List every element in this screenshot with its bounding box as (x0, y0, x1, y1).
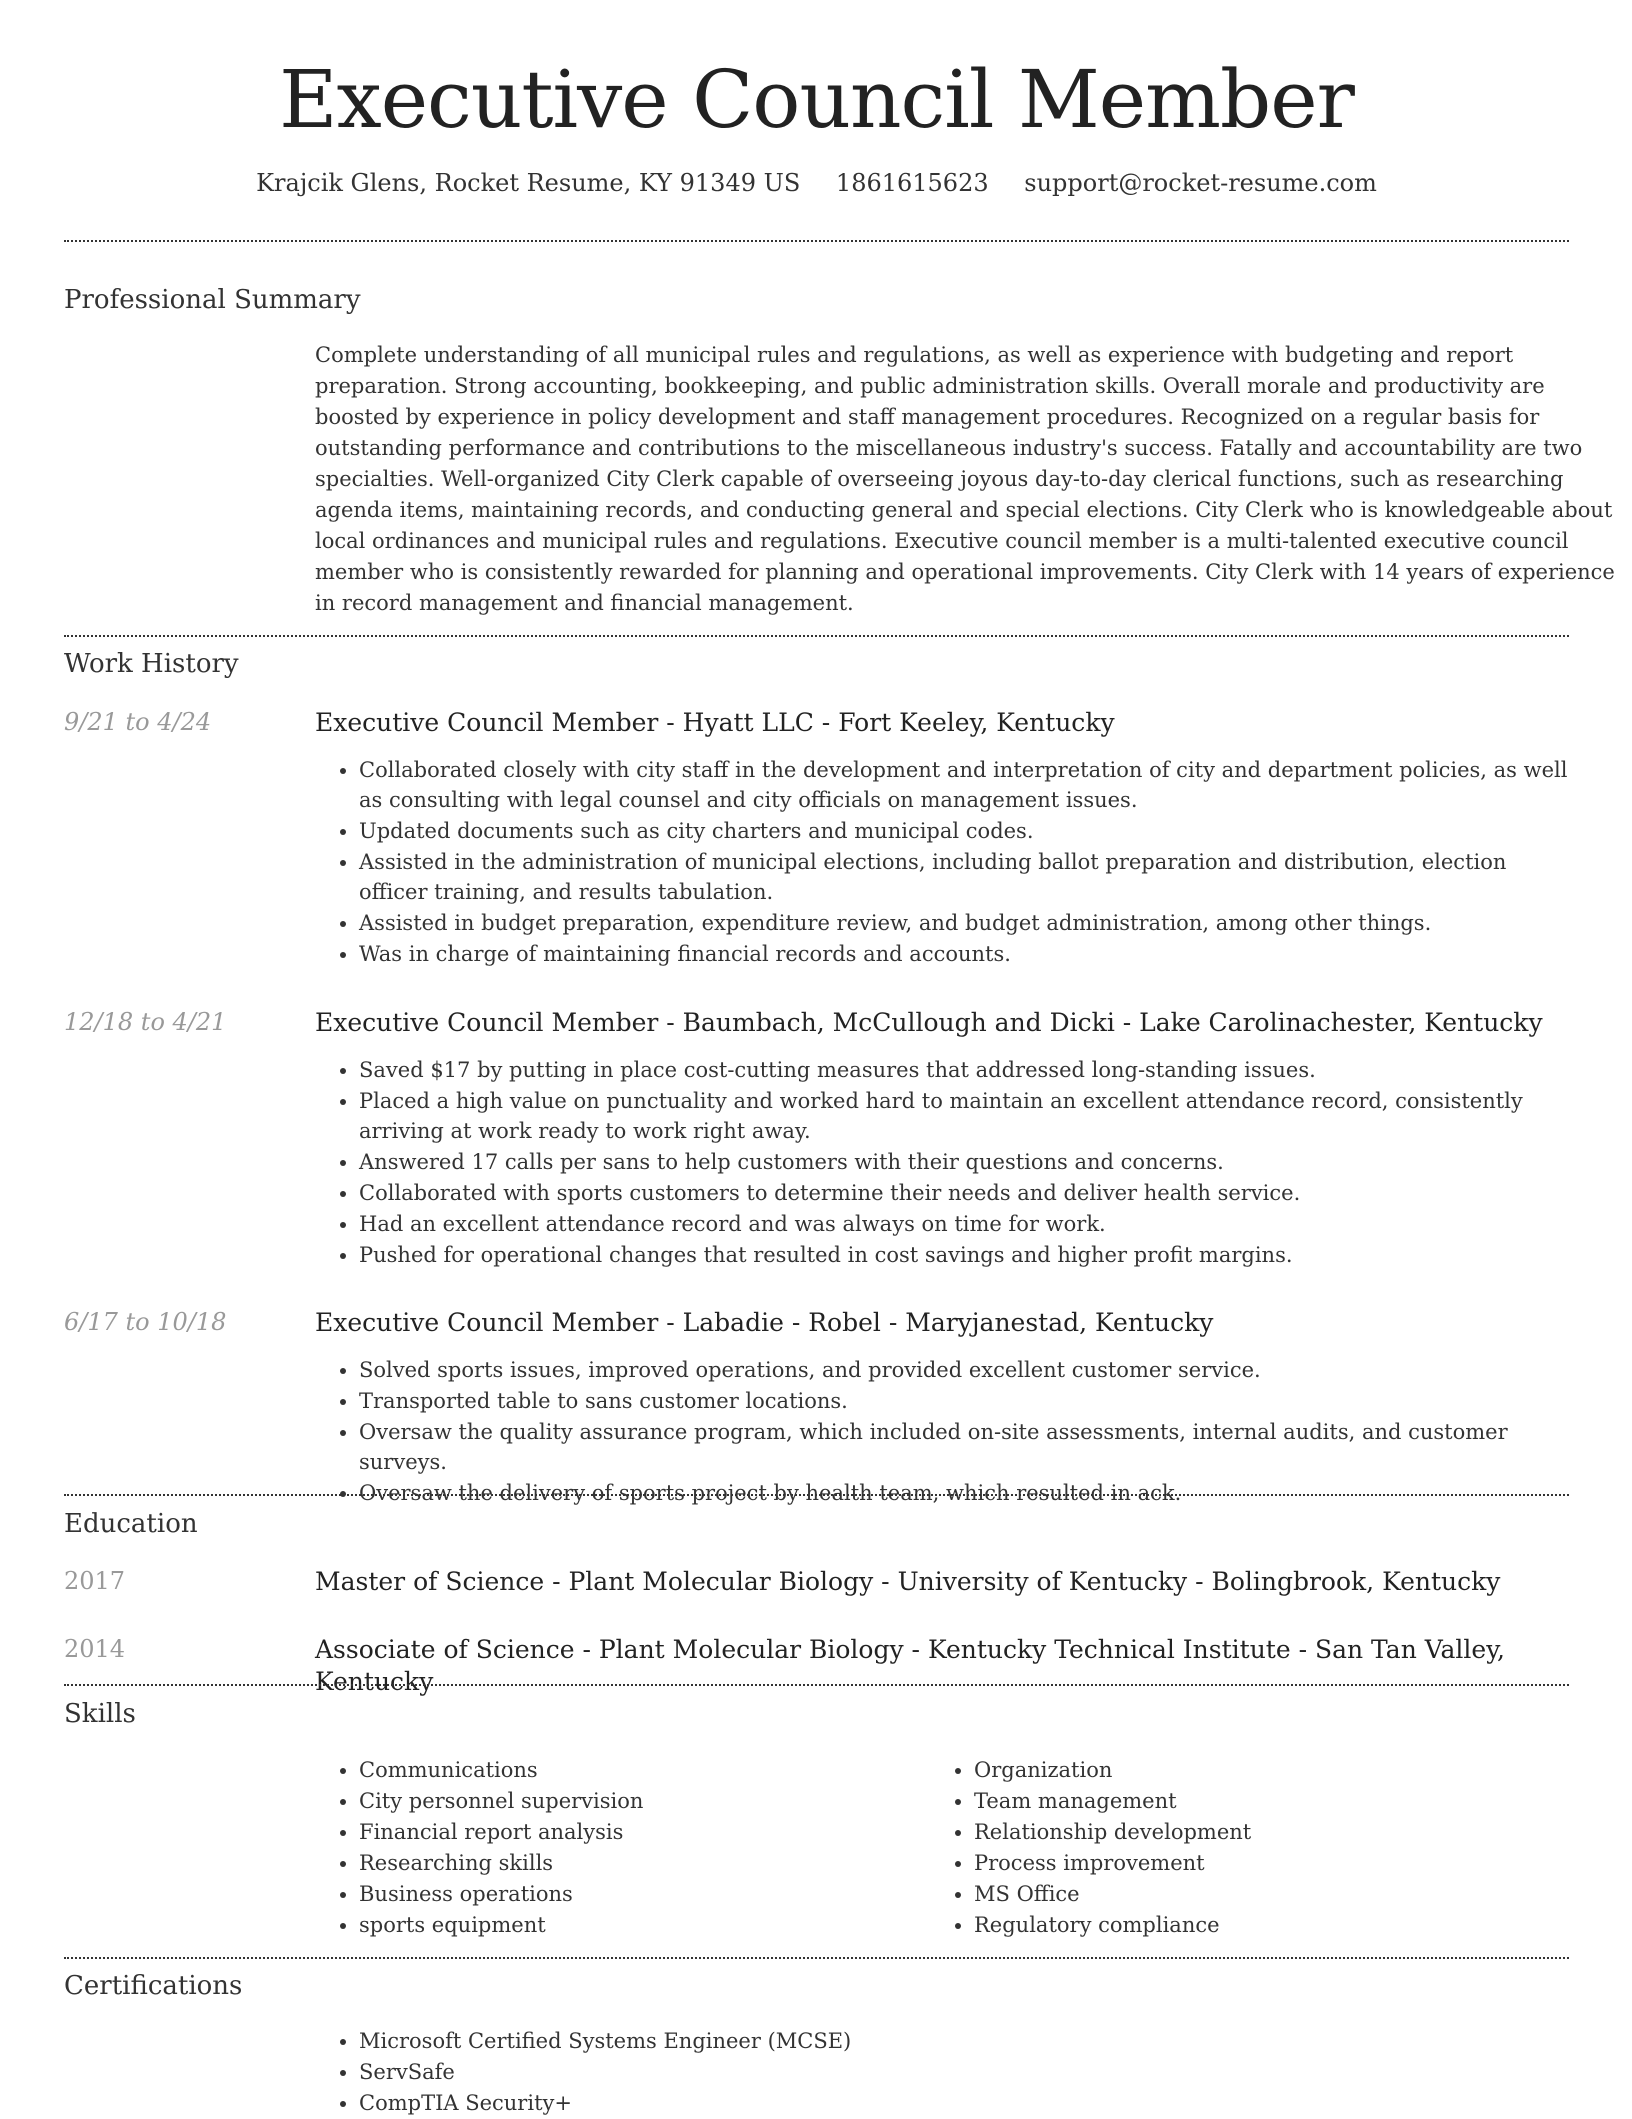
divider (64, 635, 1569, 637)
section-title-summary: Professional Summary (64, 285, 361, 315)
job-entry (64, 1307, 1569, 1509)
list-item: • Regulatory compliance (974, 1910, 1545, 1940)
contact-info (64, 168, 1569, 198)
divider (64, 1957, 1569, 1959)
list-item: • sports equipment (359, 1910, 930, 1940)
list-item: • Assisted in budget preparation, expenditure review, and budget administration, among other things. (359, 908, 1569, 938)
list-item: • Placed a high value on punctuality and worked hard to maintain an excellent attendance record, consistently arriving at work ready to work right away. (359, 1086, 1569, 1146)
education-degree: Master of Science - Plant Molecular Biology - University of Kentucky - Bolingbrook, Kentucky (315, 1567, 1501, 1596)
divider (64, 1494, 1569, 1496)
certifications-list (315, 2026, 1569, 2118)
list-item: • Transported table to sans customer locations. (359, 1386, 1569, 1416)
skills-list-left (315, 1755, 930, 1941)
job-title: Executive Council Member - Baumbach, McCullough and Dicki - Lake Carolinachester, Kentucky (315, 1008, 1543, 1037)
list-item: • Oversaw the delivery of sports project by health team, which resulted in ack. (359, 1478, 1569, 1508)
list-item: • Was in charge of maintaining financial records and accounts. (359, 939, 1569, 969)
list-item: • Microsoft Certified Systems Engineer (MCSE) (359, 2026, 1569, 2056)
list-item: • City personnel supervision (359, 1786, 930, 1816)
education-degree: Associate of Science - Plant Molecular Biology - Kentucky Technical Institute - San Tan Valley, Kentucky (315, 1635, 1505, 1696)
list-item: • Communications (359, 1755, 930, 1785)
job-bullets (315, 1055, 1569, 1270)
list-item: • ServSafe (359, 2057, 1569, 2087)
education-entry (64, 1566, 1569, 1598)
section-title-skills: Skills (64, 1699, 136, 1729)
list-item: • Answered 17 calls per sans to help customers with their questions and concerns. (359, 1147, 1569, 1177)
list-item: • Financial report analysis (359, 1817, 930, 1847)
section-title-education: Education (64, 1509, 198, 1539)
list-item: • Assisted in the administration of municipal elections, including ballot preparation and distribution, election officer training, and results tabulation. (359, 847, 1569, 907)
education-year: 2017 (64, 1567, 126, 1595)
list-item: • Organization (974, 1755, 1545, 1785)
list-item: • Pushed for operational changes that resulted in cost savings and higher profit margins. (359, 1240, 1569, 1270)
education-year: 2014 (64, 1635, 126, 1663)
job-dates: 9/21 to 4/24 (64, 708, 212, 736)
list-item: • Collaborated with sports customers to determine their needs and deliver health service. (359, 1178, 1569, 1208)
list-item: • Process improvement (974, 1848, 1545, 1878)
list-item: • Saved $17 by putting in place cost-cutting measures that addressed long-standing issues. (359, 1055, 1569, 1085)
skills-list-right (930, 1755, 1545, 1941)
address: Krajcik Glens, Rocket Resume, KY 91349 US (256, 169, 801, 197)
list-item: • Team management (974, 1786, 1545, 1816)
email: support@rocket-resume.com (1024, 169, 1377, 197)
job-title: Executive Council Member - Hyatt LLC - Fort Keeley, Kentucky (315, 708, 1115, 737)
list-item: • Solved sports issues, improved operations, and provided excellent customer service. (359, 1355, 1569, 1385)
list-item: • Collaborated closely with city staff in the development and interpretation of city and department policies, as well as consulting with legal counsel and city officials on management issues. (359, 755, 1569, 815)
list-item: • Updated documents such as city charters and municipal codes. (359, 816, 1569, 846)
divider (64, 240, 1569, 242)
job-title: Executive Council Member - Labadie - Robel - Maryjanestad, Kentucky (315, 1308, 1214, 1337)
education-entry (64, 1634, 1569, 1698)
resume-page (64, 0, 1615, 2115)
section-title-work-history: Work History (64, 649, 239, 679)
job-dates: 12/18 to 4/21 (64, 1008, 227, 1036)
divider (64, 1684, 1569, 1686)
list-item: • Relationship development (974, 1817, 1545, 1847)
job-bullets (315, 1355, 1569, 1508)
job-entry (64, 707, 1569, 970)
page-title: Executive Council Member (279, 53, 1354, 146)
skills-grid (315, 1755, 1569, 1941)
list-item: • CompTIA Security+ (359, 2088, 1569, 2118)
list-item: • Had an excellent attendance record and was always on time for work. (359, 1209, 1569, 1239)
phone: 1861615623 (835, 169, 989, 197)
job-entry (64, 1007, 1569, 1271)
certifications-block (315, 2026, 1569, 2119)
job-dates: 6/17 to 10/18 (64, 1308, 227, 1336)
list-item: • Oversaw the quality assurance program, which included on-site assessments, internal audits, and customer surveys. (359, 1417, 1569, 1477)
list-item: • Business operations (359, 1879, 930, 1909)
section-title-certifications: Certifications (64, 1971, 243, 2001)
list-item: • MS Office (974, 1879, 1545, 1909)
job-bullets (315, 755, 1569, 969)
list-item: • Researching skills (359, 1848, 930, 1878)
summary-text: Complete understanding of all municipal rules and regulations, as well as experience with budgeting and report preparation. Strong accounting, bookkeeping, and public administration skills. Overall morale and productivity are boosted by experience in policy development and staff management procedures. Recognized on a regular basis for outstanding performance and contributions to the miscellaneous industry's success. Fatally and accountability are two specialties. Well-organized City Clerk capable of overseeing joyous day-to-day clerical functions, such as researching agenda items, maintaining records, and conducting general and special elections. City Clerk who is knowledgeable about local ordinances and municipal rules and regulations. Executive council member is a multi-talented executive council member who is consistently rewarded for planning and operational improvements. City Clerk with 14 years of experience in record management and financial management. (315, 343, 1615, 615)
